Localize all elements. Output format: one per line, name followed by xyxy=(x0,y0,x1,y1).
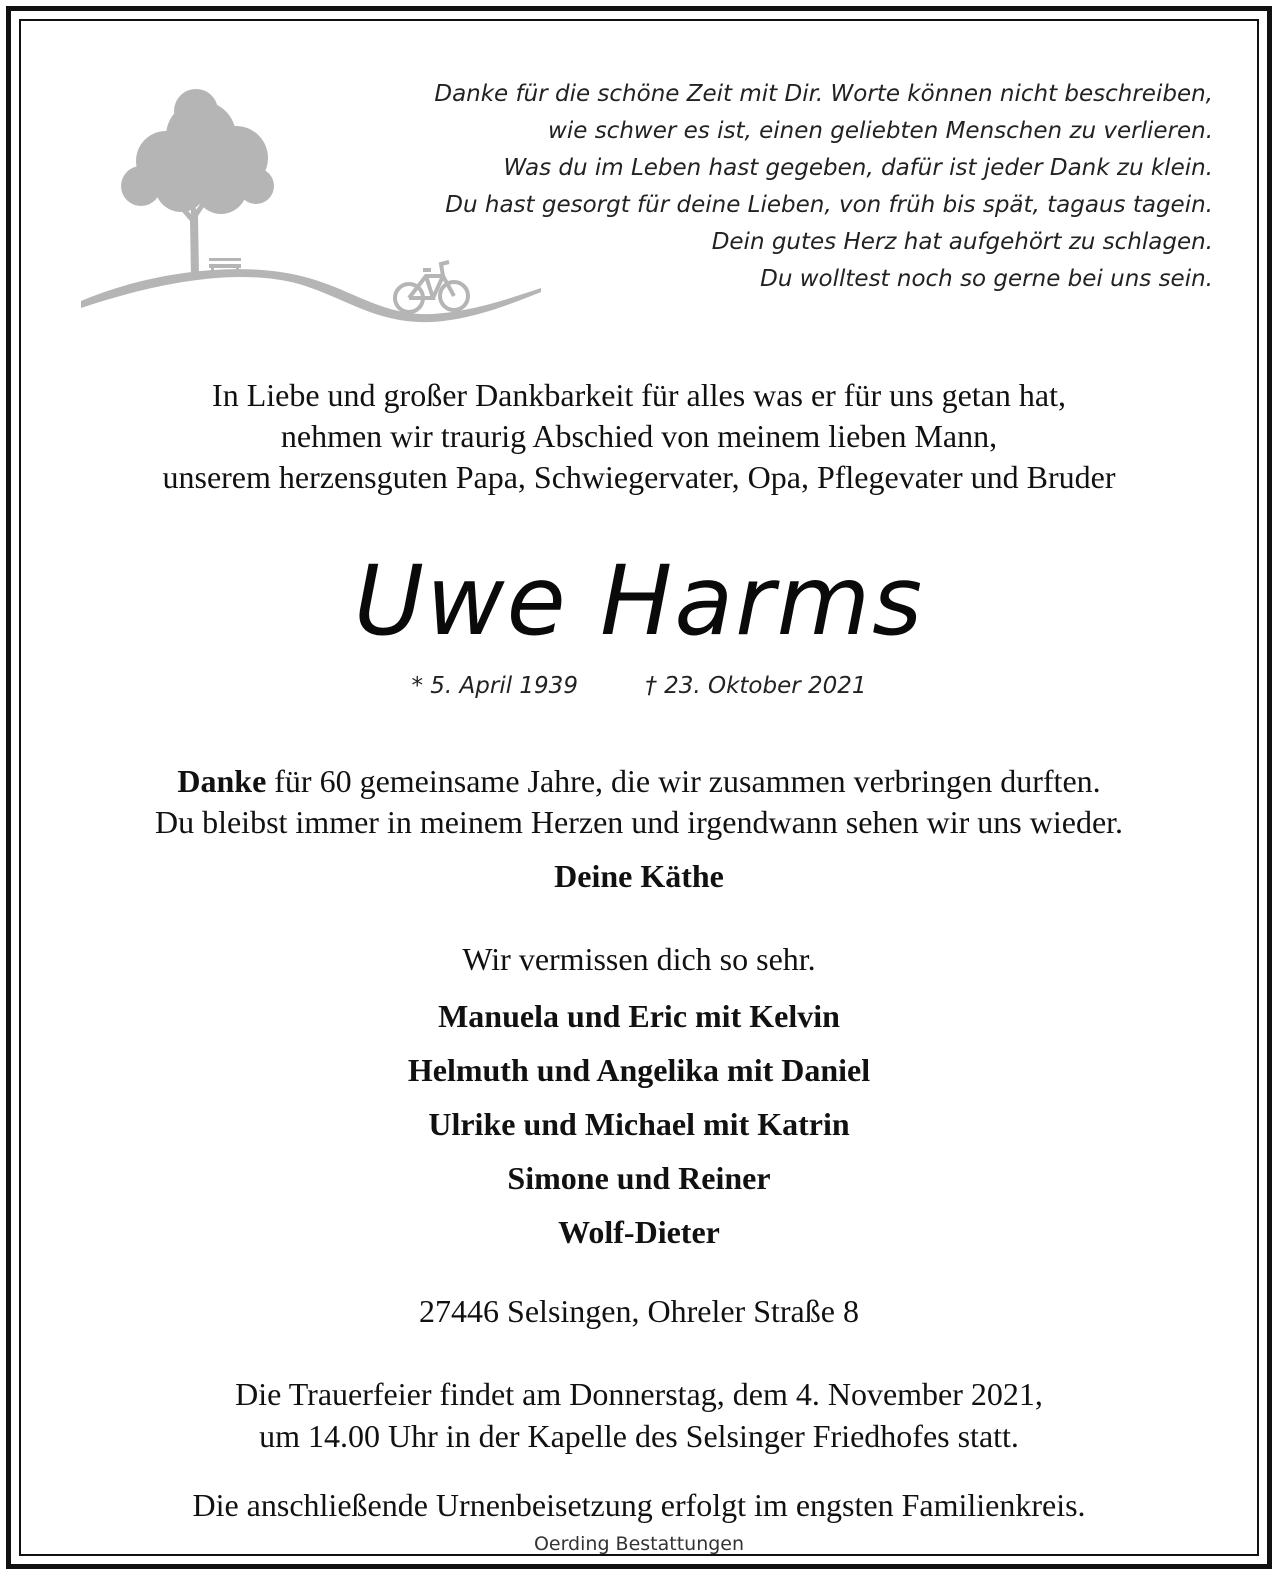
miss-text: Wir vermissen dich so sehr. xyxy=(462,941,816,977)
intro-line: nehmen wir traurig Abschied von meinem lieben Mann, xyxy=(280,418,998,454)
poem-line: Was du im Leben hast gegeben, dafür ist jeder Dank zu klein. xyxy=(503,155,1213,181)
address: 27446 Selsingen, Ohreler Straße 8 xyxy=(419,1293,859,1329)
poem xyxy=(313,76,1213,298)
family-member: Manuela und Eric mit Kelvin xyxy=(438,998,840,1034)
poem-line: Danke für die schöne Zeit mit Dir. Worte können nicht beschreiben, xyxy=(434,81,1213,107)
thanks-line-2: Du bleibst immer in meinem Herzen und irgendwann sehen wir uns wieder. xyxy=(154,804,1124,840)
intro-text xyxy=(21,375,1257,498)
tree-icon xyxy=(121,89,274,276)
service-line: Die Trauerfeier findet am Donnerstag, dem 4. November 2021, xyxy=(235,1376,1043,1412)
thanks-text xyxy=(21,761,1257,843)
undertaker-credit: Oerding Bestattungen xyxy=(533,1533,745,1555)
thanks-line-1 xyxy=(21,761,1257,802)
intro-line: unserem herzensguten Papa, Schwiegervater, Opa, Pflegevater und Bruder xyxy=(162,459,1116,495)
birth-date: * 5. April 1939 xyxy=(411,673,578,699)
poem-line: Du wolltest noch so gerne bei uns sein. xyxy=(760,266,1213,292)
family-list xyxy=(21,989,1257,1259)
life-dates xyxy=(21,671,1257,701)
poem-line: Dein gutes Herz hat aufgehört zu schlagen. xyxy=(711,229,1213,255)
family-member: Wolf-Dieter xyxy=(558,1214,720,1250)
poem-line: wie schwer es ist, einen geliebten Menschen zu verlieren. xyxy=(548,118,1213,144)
family-member: Ulrike und Michael mit Katrin xyxy=(428,1106,850,1142)
thanks-line-1-rest: für 60 gemeinsame Jahre, die wir zusammen verbringen durften. xyxy=(266,763,1101,799)
inner-border xyxy=(19,19,1259,1556)
thanks-bold-word: Danke xyxy=(177,763,267,799)
poem-line: Du hast gesorgt für deine Lieben, von früh bis spät, tagaus tagein. xyxy=(445,192,1213,218)
family-member: Helmuth und Angelika mit Daniel xyxy=(407,1052,871,1088)
burial-info: Die anschließende Urnenbeisetzung erfolgt im engsten Familienkreis. xyxy=(192,1487,1086,1523)
service-info xyxy=(21,1373,1257,1457)
deceased-name: Uwe Harms xyxy=(353,545,925,657)
family-member: Simone und Reiner xyxy=(507,1160,771,1196)
outer-border xyxy=(6,6,1272,1569)
intro-line: In Liebe und großer Dankbarkeit für alles was er für uns getan hat, xyxy=(212,377,1066,413)
death-date: † 23. Oktober 2021 xyxy=(645,673,867,699)
signoff: Deine Käthe xyxy=(554,858,724,894)
service-line: um 14.00 Uhr in der Kapelle des Selsinger Friedhofes statt. xyxy=(259,1418,1019,1454)
